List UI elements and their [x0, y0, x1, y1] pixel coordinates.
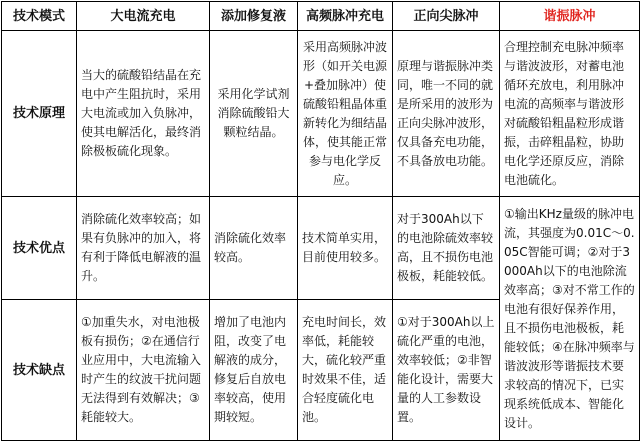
- table-cell: ①加重失水，对电池极板有损伤；②在通信行业应用中，大电流输入时产生的纹波干扰问题无法得到有效解决；③耗能较大。: [77, 300, 210, 441]
- table-row: [2, 31, 640, 197]
- table-cell: 充电时间长，效率低，耗能较大，硫化较严重时效果不佳，适合轻度硫化电池。: [298, 300, 393, 441]
- table-cell: 采用高频脉冲波形（如开关电源+叠加脉冲）使硫酸铅粗晶体重新转化为细结晶体，使其能正常参与电化学反应。: [298, 31, 393, 197]
- table-cell: 采用化学试剂消除硫酸铅大颗粒结晶。: [210, 31, 298, 197]
- table-cell: 对于300Ah以下的电池除硫效率较高，且不损伤电池极板，耗能较低。: [393, 197, 500, 300]
- table-cell: 增加了电池内阻，改变了电解液的成分，修复后自放电率较高，使用期较短。: [210, 300, 298, 441]
- header-high-frequency-pulse: 高频脉冲充电: [298, 2, 393, 31]
- table-cell: ①对于300Ah以上硫化严重的电池，效率较低；②非智能化设计，需要大量的人工参数设置。: [393, 300, 500, 441]
- row-label-principle: 技术原理: [2, 31, 77, 197]
- header-repair-fluid: 添加修复液: [210, 2, 298, 31]
- table-cell: 原理与谐振脉冲类同，唯一不同的就是所采用的波形为正向尖脉冲波形，仅具备充电功能，不具备放电功能。: [393, 31, 500, 197]
- table-row: [2, 197, 640, 300]
- row-label-advantages: 技术优点: [2, 197, 77, 300]
- table-header-row: [2, 2, 640, 31]
- table-cell: 合理控制充电脉冲频率与谐波波形，对蓄电池循环充放电，利用脉冲电流的高频率与谐波形对硫酸铅粗晶粒形成谐振，击碎粗晶粒，协助电化学还原反应，消除电池硫化。: [500, 31, 640, 197]
- header-forward-spike-pulse: 正向尖脉冲: [393, 2, 500, 31]
- table-cell: 当大的硫酸铅结晶在充电中产生阻抗时，采用大电流或加入负脉冲，使其电解活化，最终消除极板硫化现象。: [77, 31, 210, 197]
- table-cell-merged: ①输出KHz量级的脉冲电流，其强度为0.01C～0.05C智能可调；②对于3000Ah以下的电池除流效率高；③对不常工作的电池有很好保养作用，且不损伤电池极板，耗能较低；④在脉冲频率与谐波波形等谐振技术要求较高的情况下，已实现系统低成本、智能化设计。: [500, 197, 640, 441]
- table-cell: 技术简单实用，目前使用较多。: [298, 197, 393, 300]
- table-cell: 消除硫化效率较高。: [210, 197, 298, 300]
- row-label-disadvantages: 技术缺点: [2, 300, 77, 441]
- header-high-current-charging: 大电流充电: [77, 2, 210, 31]
- comparison-table: [1, 1, 640, 441]
- header-technique-mode: 技术模式: [2, 2, 77, 31]
- header-resonant-pulse: 谐振脉冲: [500, 2, 640, 31]
- table-cell: 消除硫化效率较高；如果有负脉冲的加入，将有利于降低电解液的温升。: [77, 197, 210, 300]
